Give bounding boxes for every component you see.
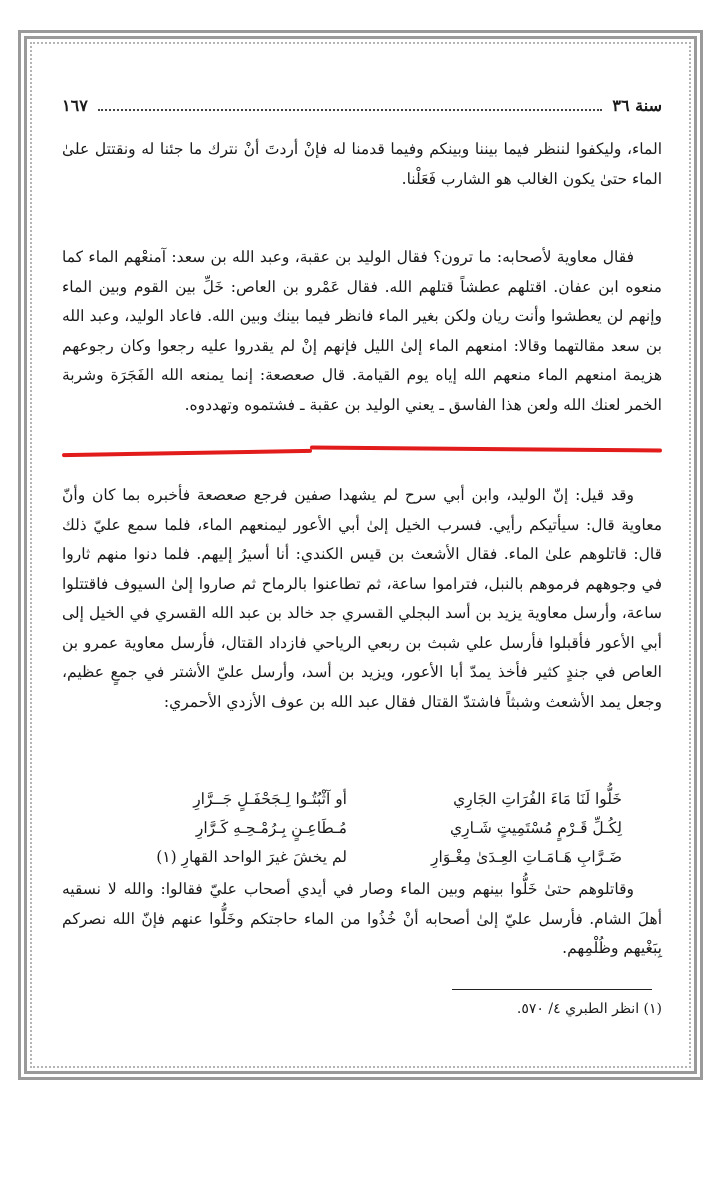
footnote: (١) انظر الطبري ٤/ ٥٧٠.	[516, 1001, 662, 1017]
verse-first-hemistich: ضَـرَّابِ هَـامَـاتِ العِـدَىٰ مِغْـوَارِ	[431, 848, 622, 866]
footnote-separator	[452, 989, 652, 990]
poem-verse	[62, 814, 662, 843]
paragraph-4: وقاتلوهم حتىٰ خَلُّوا بينهم وبين الماء وصار في أيدي أصحاب عليّ فقالوا: والله لا نسقيه أهلَ الشام. فأرسل عليّ إلىٰ أصحابه أنْ خُذُوا من الماء حاجتكم وخَلُّوا عنهم فإنّ الله نصركم بِبَغْيهم وظُلْمِهم.	[62, 880, 662, 957]
verse-second-hemistich: أو آثْبُتُـوا لِـجَحْفَـلٍ جَــرَّارِ	[193, 790, 347, 808]
verse-first-hemistich: لِكُـلِّ قَـرْمٍ مُسْتَمِيتٍ شَـارِي	[450, 819, 622, 837]
poem-verse	[62, 785, 662, 814]
poem-verse	[62, 843, 662, 872]
year-label: سنة ٣٦	[612, 95, 662, 115]
verse-second-hemistich: لم يخشَ غيرَ الواحد القهارِ (١)	[156, 848, 347, 866]
page-number: ١٦٧	[62, 95, 88, 115]
poem	[62, 785, 662, 872]
verse-second-hemistich: مُـطَاعِـنٍ بِـرُمْـحِـهِ كَـرَّارِ	[195, 819, 347, 837]
page-header	[62, 94, 662, 116]
paragraph-2: فقال معاوية لأصحابه: ما ترون؟ فقال الوليد بن عقبة، وعبد الله بن سعد: آمنعْهم الماء كما منعوه ابن عفان. اقتلهم عطشاً قتلهم الله. فقال عَمْرو بن العاص: خَلِّ بين القوم وبين الماء وإنهم لن يعطشوا وأنت ريان ولكن بغير الماء فانظر فيما بينك وبين الله. فاعاد الوليد، وعبد الله بن سعد مقالتهما وقالا: امنعهم الماء إلىٰ الليل فإنهم إنْ لم يقدروا عليه رجعوا وكان رجوعهم هزيمة امنعهم الماء منعهم الله إياه يوم القيامة. قال صعصعة: إنما يمنعه الله الفَجَرَة وشربة الخمر لعنك الله ولعن هذا الفاسق ـ يعني الوليد بن عقبة ـ فشتموه وتهددوه.	[62, 248, 662, 414]
verse-first-hemistich: خَلُّوا لَنَا مَاءَ الفُرَاتِ الجَارِي	[453, 790, 622, 808]
header-dotted-leader	[98, 99, 603, 111]
paragraph-3: وقد قيل: إنّ الوليد، وابن أبي سرح لم يشهدا صفين فرجع صعصعة فأخبره بما كان وأنّ معاوية قال: سيأتيكم رأيي. فسرب الخيل إلىٰ أبي الأعور ليمنعهم الماء، فلما سمع عليّ ذلك قال: قاتلوهم علىٰ الماء. فقال الأشعث بن قيس الكندي: أنا أسيرُ إليهم. فلما دنوا منهم ثاروا في وجوههم فرموهم بالنبل، فتراموا ساعة، ثم تطاعنوا بالرماح ثم صاروا إلىٰ السيوف فاقتتلوا ساعة، وأرسل معاوية يزيد بن أسد البجلي القسري جد خالد بن عبد الله القسري في الخيل إلى أبي الأعور فأقبلوا فأرسل علي شبث بن ربعي الرياحي فازداد القتال، فأرسل معاوية عمرو بن العاص في جندٍ كثير فأخذ يمدّ أبا الأعور، ويزيد بن أسد، وأرسل عليّ الأشتر في جمعٍ عظيم، وجعل يمد الأشعث وشبثاً فاشتدّ القتال فقال عبد الله بن عوف الأزدي الأحمري:	[62, 486, 662, 711]
paragraph-1: الماء، وليكفوا لننظر فيما بيننا وبينكم وفيما قدمنا له فإنْ أردتَ أنْ نترك ما جئنا له ونقتتل علىٰ الماء حتىٰ يكون الغالب هو الشارب فَعَلْنا.	[62, 140, 662, 188]
